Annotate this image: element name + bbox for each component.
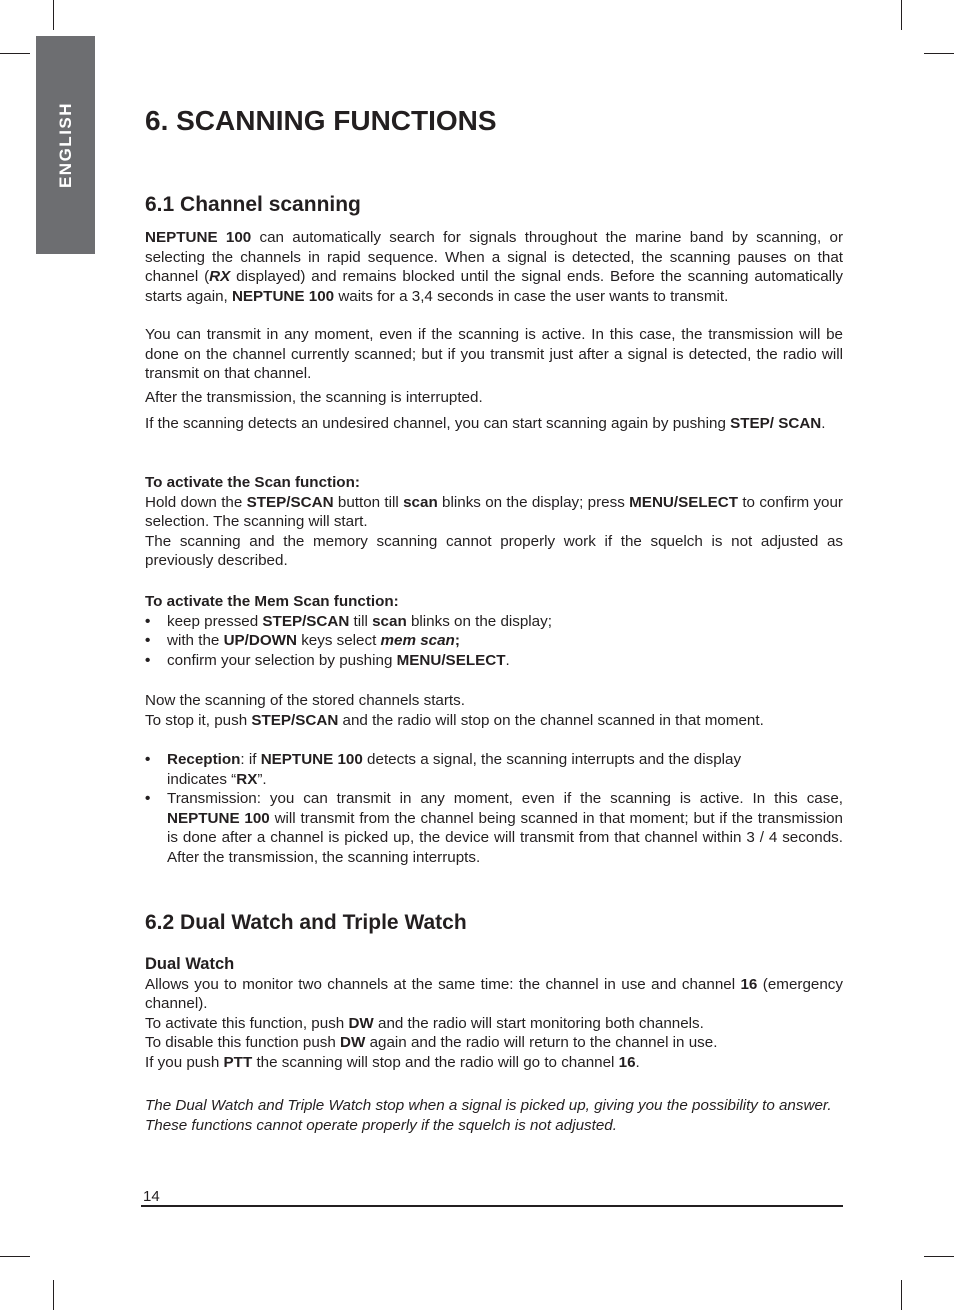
paragraph-intro: NEPTUNE 100 can automatically search for signals throughout the marine band by scanning, or selecting the channels in rapid sequence. When a signal is detected, the scanning pauses on that channel (RX displayed) and remains blocked until the signal ends. Before the scanning automatically starts again, NEPTUNE 100 waits for a 3,4 seconds in case the user wants to transmit. (145, 229, 843, 305)
stop-scan-line: To stop it, push STEP/SCAN and the radio will stop on the channel scanned in that moment. (145, 711, 764, 729)
scan-function-steps: Hold down the STEP/SCAN button till scan blinks on the display; press MENU/SELECT to confirm your selection. The scanning will start. (145, 493, 843, 530)
stored-channels-line: Now the scanning of the stored channels starts. (145, 692, 465, 709)
mem-scan-heading: To activate the Mem Scan function: (145, 593, 399, 610)
paragraph-transmit: You can transmit in any moment, even if the scanning is active. In this case, the transmission will be done on the channel currently scanned; but if you transmit just after a signal is detected, the radio will transmit on that channel. (145, 326, 843, 382)
crop-mark (924, 1256, 954, 1257)
list-item-transmission: • Transmission: you can transmit in any moment, even if the scanning is active. In this case, NEPTUNE 100 will transmit from the channel being scanned in that moment; but if the transmission is done after a channel is picked up, the device will transmit from that channel within 3 / 4 seconds. After the transmission, the scanning interrupts. (145, 790, 843, 866)
crop-mark (53, 1280, 54, 1310)
section-heading-dual-watch: 6.2 Dual Watch and Triple Watch (145, 911, 467, 934)
crop-mark (0, 53, 30, 54)
dual-watch-disable: To disable this function push DW again and the radio will return to the channel in use. (145, 1034, 718, 1051)
language-label: ENGLISH (55, 101, 75, 189)
reception-transmission-list (145, 750, 843, 867)
stored-channels-block (145, 691, 843, 730)
crop-mark (924, 53, 954, 54)
scan-function-block (145, 473, 843, 571)
dual-watch-notes (145, 1096, 843, 1135)
dual-watch-ptt: If you push PTT the scanning will stop and the radio will go to channel 16. (145, 1053, 640, 1071)
page-title: 6. SCANNING FUNCTIONS (145, 105, 497, 136)
section-heading-channel-scanning: 6.1 Channel scanning (145, 193, 361, 216)
list-item: • with the UP/DOWN keys select mem scan; (145, 632, 460, 649)
mem-scan-list (145, 612, 843, 671)
list-item: • confirm your selection by pushing MENU/SELECT. (145, 651, 510, 669)
footer-rule (141, 1205, 843, 1207)
note-answer: The Dual Watch and Triple Watch stop when a signal is picked up, giving you the possibility to answer. (145, 1097, 832, 1114)
scan-function-note: The scanning and the memory scanning cannot properly work if the squelch is not adjusted as previously described. (145, 532, 843, 569)
dual-watch-block (145, 955, 843, 1072)
crop-mark (0, 1256, 30, 1257)
scan-function-heading: To activate the Scan function: (145, 474, 360, 491)
dual-watch-description: Allows you to monitor two channels at the same time: the channel in use and channel 16 (emergency channel). (145, 975, 843, 1012)
note-squelch: These functions cannot operate properly if the squelch is not adjusted. (145, 1116, 617, 1134)
mem-scan-block (145, 592, 843, 670)
language-tab (36, 36, 95, 254)
list-item: • keep pressed STEP/SCAN till scan blinks on the display; (145, 612, 552, 630)
crop-mark (53, 0, 54, 30)
paragraph-undesired-channel: If the scanning detects an undesired channel, you can start scanning again by pushing STEP/ SCAN. (145, 415, 826, 432)
crop-mark (901, 0, 902, 30)
crop-mark (901, 1280, 902, 1310)
list-item-reception: • Reception: if NEPTUNE 100 detects a signal, the scanning interrupts and the display indicates “RX”. (145, 751, 742, 788)
paragraph-after-transmission: After the transmission, the scanning is interrupted. (145, 389, 483, 406)
page-number: 14 (143, 1188, 160, 1205)
dual-watch-activate: To activate this function, push DW and the radio will start monitoring both channels. (145, 1014, 704, 1032)
dual-watch-subheading: Dual Watch (145, 955, 235, 973)
